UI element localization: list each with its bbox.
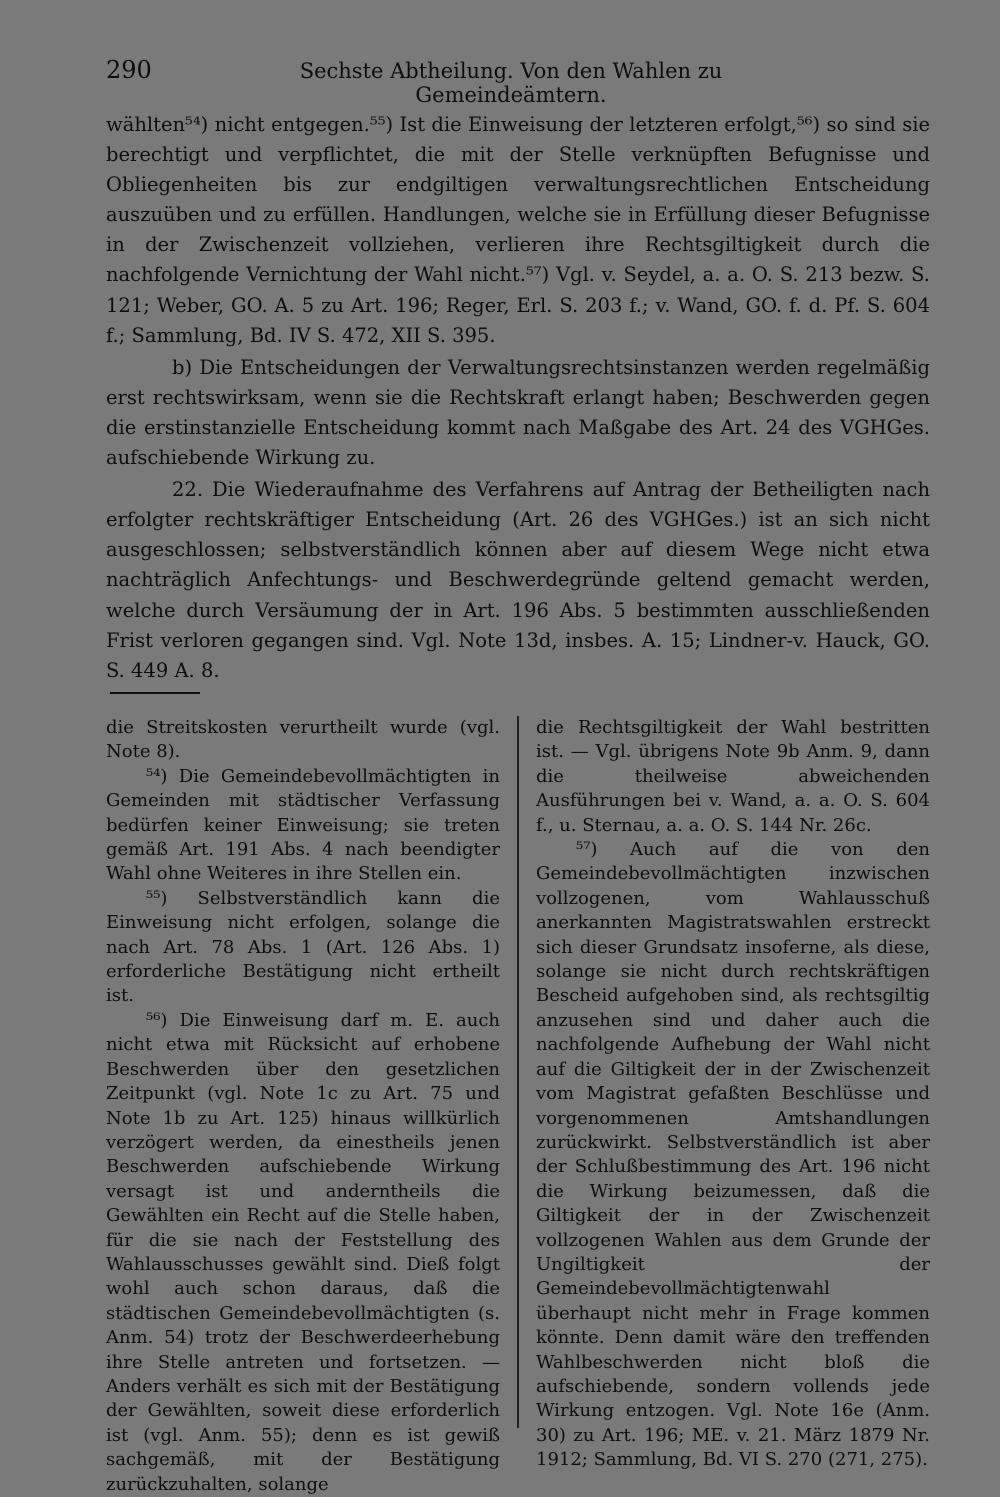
footnote: ⁵⁶) Die Einweisung darf m. E. auch nicht etwa mit Rücksicht auf erhobene Beschwerden über den gesetzlichen Zeitpunkt (vgl. Note 1c zu Art. 75 und Note 1b zu Art. 125) hinaus willkürlich verzögert werden, da einestheils jenen Beschwerden aufschiebende Wirkung versagt ist und anderntheils die Gewählten ein Recht auf die Stelle haben, für die sie nach der Feststellung des Wahlausschusses gewählt sind. Dieß folgt wohl auch schon daraus, daß die städtischen Gemeindebevollmächtigten (s. Anm. 54) trotz der Beschwerdeerhebung ihre Stelle antreten und fortsetzen. — Anders verhält es sich mit der Bestätigung der Gewählten, soweit diese erforderlich ist (vgl. Anm. 55); denn es ist gewiß sachgemäß, mit der Bestätigung zurückzuhalten, solange xyxy=(106,1009,500,1495)
footnote: ⁵⁴) Die Gemeindebevollmächtigten in Gemeinden mit städtischer Verfassung bedürfen keiner Einweisung; sie treten gemäß Art. 191 Abs. 4 nach beendigter Wahl ohne Weiteres in ihre Stellen ein. xyxy=(106,765,500,885)
body-paragraph: 22. Die Wiederaufnahme des Verfahrens auf Antrag der Betheiligten nach erfolgter rechtskräftiger Entscheidung (Art. 26 des VGHGes.) ist an sich nicht ausgeschlossen; selbstverständlich können aber auf diesem Wege nicht etwa nachträglich Anfechtungs- und Beschwerdegründe geltend gemacht werden, welche durch Versäumung der in Art. 196 Abs. 5 bestimmten ausschließenden Frist verloren gegangen sind. Vgl. Note 13d, insbes. A. 15; Lindner-v. Hauck, GO. S. 449 A. 8. xyxy=(106,478,930,682)
page-number: 290 xyxy=(106,56,152,84)
footnote: ⁵⁵) Selbstverständlich kann die Einweisung nicht erfolgen, solange die nach Art. 78 Abs. 1 (Art. 126 Abs. 1) erforderliche Bestätigung nicht ertheilt ist. xyxy=(106,887,500,1007)
body-paragraph: wählten⁵⁴) nicht entgegen.⁵⁵) Ist die Einweisung der letzteren erfolgt,⁵⁶) so sind sie berechtigt und verpflichtet, die mit der Stelle verknüpften Befugnisse und Obliegenheiten bis zur endgiltigen verwaltungsrechtlichen Entscheidung auszuüben und zu erfüllen. Handlungen, welche sie in Erfüllung dieser Befugnisse in der Zwischenzeit vollziehen, verlieren ihre Rechtsgiltigkeit durch die nachfolgende Vernichtung der Wahl nicht.⁵⁷) Vgl. v. Seydel, a. a. O. S. 213 bezw. S. 121; Weber, GO. A. 5 zu Art. 196; Reger, Erl. S. 203 f.; v. Wand, GO. f. d. Pf. S. 604 f.; Sammlung, Bd. IV S. 472, XII S. 395. xyxy=(106,113,930,347)
body-paragraph: b) Die Entscheidungen der Verwaltungsrechtsinstanzen werden regelmäßig erst rechtswirksam, wenn sie die Rechtskraft erlangt haben; Beschwerden gegen die erstinstanzielle Entscheidung kommt nach Maßgabe des Art. 24 des VGHGes. aufschiebende Wirkung zu. xyxy=(106,355,930,470)
footnote: ⁵⁷) Auch auf die von den Gemeindebevollmächtigten inzwischen vollzogenen, vom Wahlausschuß anerkannten Magistratswahlen erstreckt sich dieser Grundsatz insoferne, als diese, solange sie nicht durch rechtskräftigen Bescheid aufgehoben sind, als rechtsgiltig anzusehen sind und daher auch die nachfolgende Aufhebung der Wahl nicht auf die Giltigkeit der in der Zwischenzeit vom Magistrat gefaßten Beschlüsse und vorgenommenen Amtshandlungen zurückwirkt. Selbstverständlich ist aber der Schlußbestimmung des Art. 196 nicht die Wirkung beizumessen, daß die Giltigkeit der in der Zwischenzeit vollzogenen Wahlen aus dem Grunde der Ungiltigkeit der Gemeindebevollmächtigtenwahl überhaupt nicht mehr in Frage kommen könnte. Denn damit wäre den treffenden Wahlbeschwerden nicht bloß die aufschiebende, sondern vollends jede Wirkung entzogen. Vgl. Note 16e (Anm. 30) zu Art. 196; ME. v. 21. März 1879 Nr. 1912; Sammlung, Bd. VI S. 270 (271, 275). xyxy=(536,839,930,1471)
footnotes-left-column xyxy=(106,716,500,1497)
footnote: die Streitskosten verurtheilt wurde (vgl. Note 8). xyxy=(106,717,500,763)
footnotes-right-column xyxy=(536,716,930,1473)
footnote: die Rechtsgiltigkeit der Wahl bestritten ist. — Vgl. übrigens Note 9b Anm. 9, dann die theilweise abweichenden Ausführungen bei v. Wand, a. a. O. S. 604 f., u. Sternau, a. a. O. S. 144 Nr. 26c. xyxy=(536,717,930,836)
column-divider xyxy=(517,716,519,1428)
running-title: Sechste Abtheilung. Von den Wahlen zu Gemeindeämtern. xyxy=(299,59,723,107)
page-header xyxy=(106,56,796,107)
footnote-separator xyxy=(110,692,200,694)
main-text xyxy=(106,110,930,686)
